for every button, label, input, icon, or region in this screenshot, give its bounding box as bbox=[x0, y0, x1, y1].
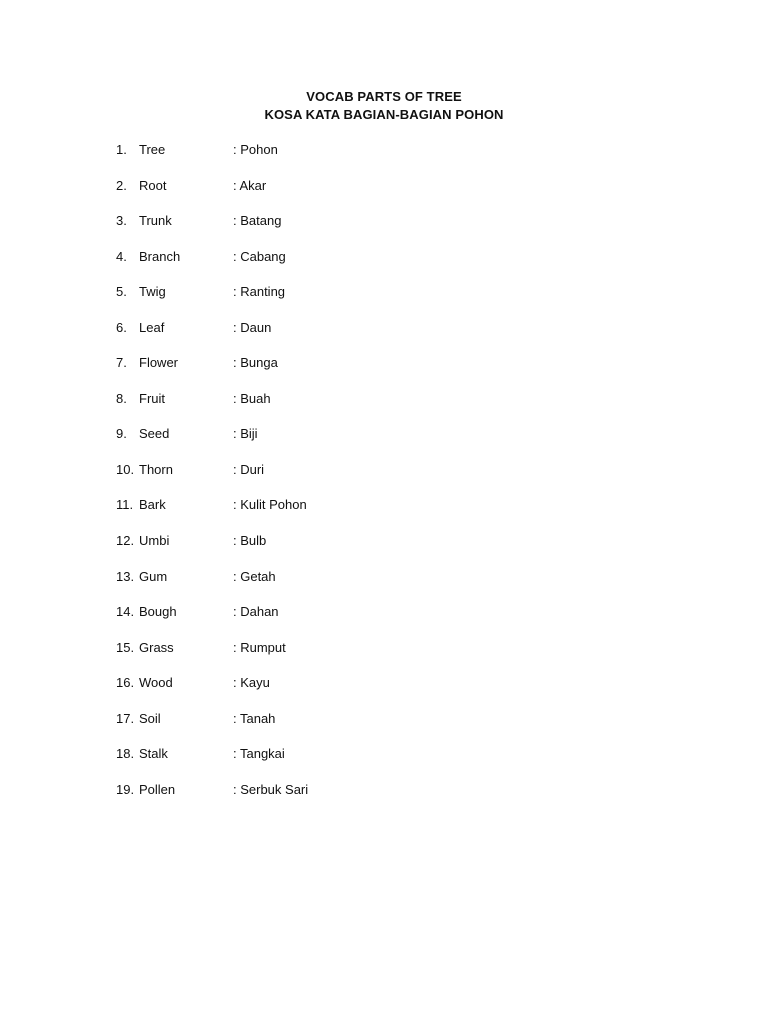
english-word: Soil bbox=[139, 710, 161, 726]
english-word: Trunk bbox=[139, 213, 172, 229]
indonesian-translation: : Buah bbox=[233, 390, 271, 406]
english-word: Umbi bbox=[139, 533, 170, 549]
vocab-item bbox=[116, 247, 536, 283]
indonesian-translation: : Getah bbox=[233, 568, 276, 584]
item-number: 17. bbox=[116, 710, 135, 726]
vocab-item bbox=[116, 638, 536, 674]
item-number: 4. bbox=[116, 248, 127, 264]
indonesian-translation: : Duri bbox=[233, 461, 265, 477]
english-word: Root bbox=[139, 177, 167, 193]
indonesian-translation: : Rumput bbox=[233, 639, 286, 655]
english-word: Wood bbox=[139, 675, 173, 691]
english-word: Leaf bbox=[139, 319, 165, 335]
item-number: 2. bbox=[116, 177, 127, 193]
item-number: 12. bbox=[116, 533, 135, 549]
item-number: 8. bbox=[116, 390, 127, 406]
title-english: VOCAB PARTS OF TREE bbox=[306, 89, 462, 104]
item-number: 3. bbox=[116, 213, 127, 229]
vocab-item bbox=[116, 495, 536, 531]
english-word: Bough bbox=[139, 604, 177, 620]
vocab-item bbox=[116, 709, 536, 745]
item-number: 10. bbox=[116, 461, 135, 477]
english-word: Fruit bbox=[139, 390, 165, 406]
vocab-item bbox=[116, 780, 536, 816]
vocab-item bbox=[116, 673, 536, 709]
item-number: 19. bbox=[116, 781, 135, 797]
item-number: 7. bbox=[116, 355, 127, 371]
english-word: Thorn bbox=[139, 461, 173, 477]
indonesian-translation: : Serbuk Sari bbox=[233, 781, 309, 797]
indonesian-translation: : Daun bbox=[233, 319, 272, 335]
vocab-item bbox=[116, 140, 536, 176]
title-indonesian: KOSA KATA BAGIAN-BAGIAN POHON bbox=[264, 107, 504, 122]
indonesian-translation: : Kulit Pohon bbox=[233, 497, 307, 513]
vocab-item bbox=[116, 176, 536, 212]
vocab-item bbox=[116, 531, 536, 567]
indonesian-translation: : Kayu bbox=[233, 675, 270, 691]
vocab-item bbox=[116, 318, 536, 354]
item-number: 18. bbox=[116, 746, 135, 762]
english-word: Seed bbox=[139, 426, 170, 442]
vocab-item bbox=[116, 389, 536, 425]
english-word: Twig bbox=[139, 284, 166, 300]
indonesian-translation: : Cabang bbox=[233, 248, 286, 264]
vocab-item bbox=[116, 744, 536, 780]
vocab-item bbox=[116, 211, 536, 247]
item-number: 14. bbox=[116, 604, 135, 620]
english-word: Grass bbox=[139, 639, 174, 655]
item-number: 16. bbox=[116, 675, 135, 691]
indonesian-translation: : Biji bbox=[233, 426, 258, 442]
indonesian-translation: : Akar bbox=[233, 177, 267, 193]
indonesian-translation: : Bunga bbox=[233, 355, 278, 371]
english-word: Flower bbox=[139, 355, 179, 371]
english-word: Bark bbox=[139, 497, 166, 513]
vocab-item bbox=[116, 282, 536, 318]
vocabulary-list bbox=[116, 140, 536, 815]
indonesian-translation: : Batang bbox=[233, 213, 282, 229]
vocab-item bbox=[116, 567, 536, 603]
english-word: Branch bbox=[139, 248, 181, 264]
document-title bbox=[0, 88, 768, 124]
english-word: Gum bbox=[139, 568, 168, 584]
item-number: 9. bbox=[116, 426, 127, 442]
item-number: 6. bbox=[116, 319, 127, 335]
indonesian-translation: : Pohon bbox=[233, 142, 278, 157]
vocab-item bbox=[116, 460, 536, 496]
item-number: 5. bbox=[116, 284, 127, 300]
indonesian-translation: : Tangkai bbox=[233, 746, 285, 762]
indonesian-translation: : Tanah bbox=[233, 710, 276, 726]
item-number: 1. bbox=[116, 142, 127, 157]
item-number: 13. bbox=[116, 568, 135, 584]
indonesian-translation: : Ranting bbox=[233, 284, 286, 300]
english-word: Stalk bbox=[139, 746, 168, 762]
english-word: Tree bbox=[139, 142, 166, 157]
english-word: Pollen bbox=[139, 781, 176, 797]
indonesian-translation: : Dahan bbox=[233, 604, 279, 620]
vocab-item bbox=[116, 353, 536, 389]
vocab-item bbox=[116, 424, 536, 460]
item-number: 11. bbox=[116, 497, 134, 513]
indonesian-translation: : Bulb bbox=[233, 533, 267, 549]
item-number: 15. bbox=[116, 639, 135, 655]
vocab-item bbox=[116, 602, 536, 638]
